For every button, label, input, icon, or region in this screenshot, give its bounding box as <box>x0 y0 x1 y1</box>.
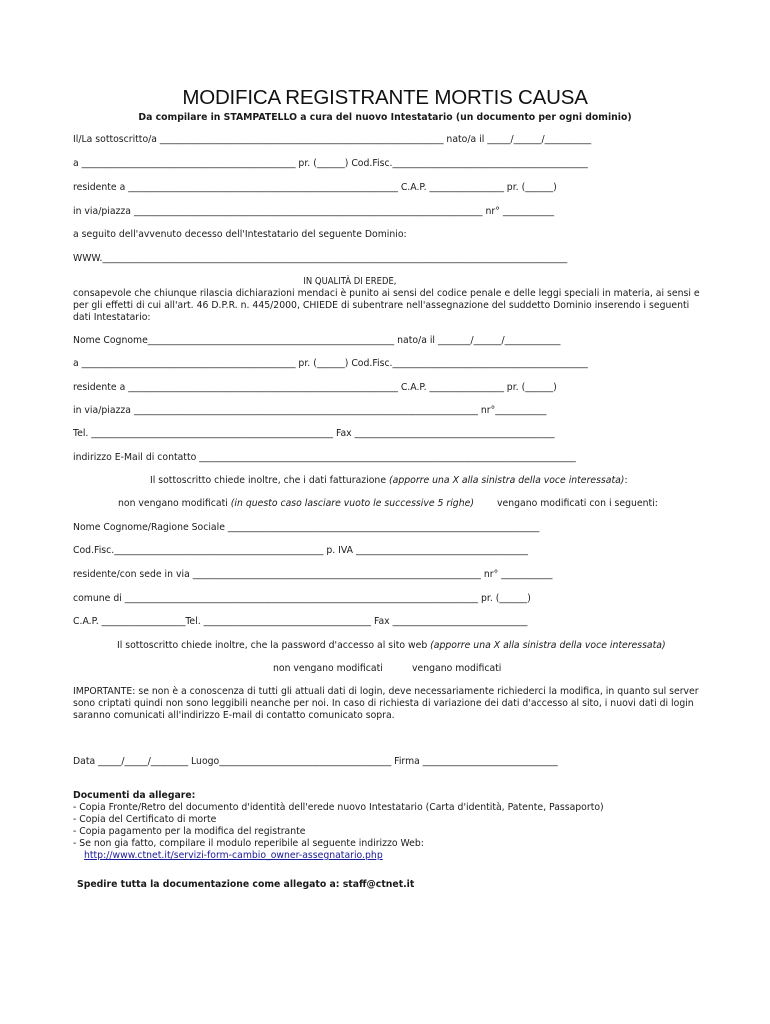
billing-intro-end: : <box>624 475 628 486</box>
field-email[interactable]: indirizzo E-Mail di contatto _________________________________________________________________________________ <box>73 452 576 463</box>
document-item: - Copia pagamento per la modifica del registrante <box>73 826 306 837</box>
decesso-text: a seguito dell'avvenuto decesso dell'Intestatario del seguente Dominio: <box>73 229 407 240</box>
field-residenza-2[interactable]: residente a __________________________________________________________ C.A.P. ________________ pr. (______) <box>73 382 557 393</box>
password-option-unchanged[interactable]: non vengano modificati <box>273 663 383 674</box>
declaration-text: consapevole che chiunque rilascia dichiarazioni mendaci è punito ai sensi del codice penale e delle leggi speciali in materia, ai sensi e per gli effetti di cui all'art. 46 D.P.R. n. 445/2000, CHIEDE di subentrare nell'assegnazione del suddetto Dominio inserendo i seguenti dati Intestatario: <box>73 288 700 323</box>
password-intro <box>117 640 666 652</box>
password-intro-note: (apporre una X alla sinistra della voce interessata) <box>430 640 666 651</box>
footer-instruction: Spedire tutta la documentazione come allegato a: staff@ctnet.it <box>77 879 415 890</box>
field-indirizzo[interactable]: in via/piazza ___________________________________________________________________________ nr° ___________ <box>73 206 554 217</box>
billing-option-unchanged[interactable] <box>118 498 474 510</box>
billing-intro-text: Il sottoscritto chiede inoltre, che i dati fatturazione <box>150 475 389 486</box>
document-item: - Copia del Certificato di morte <box>73 814 217 825</box>
password-option-changed[interactable]: vengano modificati <box>412 663 502 674</box>
field-indirizzo-2[interactable]: in via/piazza __________________________________________________________________________ nr°___________ <box>73 405 547 416</box>
important-note: IMPORTANTE: se non è a conoscenza di tutti gli attuali dati di login, deve necessariamente richiederci la modifica, in quanto sul server sono criptati quindi non sono leggibili neanche per noi. In caso di richiesta di variazione dei dati d'accesso al sito, i nuovi dati di login saranno comunicati all'indirizzo E-mail di contatto comunicato sopra. <box>73 686 699 721</box>
form-link[interactable]: http://www.ctnet.it/servizi-form-cambio_owner-assegnatario.php <box>84 850 383 861</box>
document-item: - Se non gia fatto, compilare il modulo reperibile al seguente indirizzo Web: <box>73 838 424 849</box>
document-subtitle: Da compilare in STAMPATELLO a cura del nuovo Intestatario (un documento per ogni dominio) <box>138 112 632 123</box>
billing-intro-note: (apporre una X alla sinistra della voce interessata) <box>389 475 625 486</box>
field-luogo-nascita[interactable]: a ______________________________________________ pr. (______) Cod.Fisc.__________________________________________ <box>73 158 588 169</box>
field-sottoscritto[interactable]: Il/La sottoscritto/a _____________________________________________________________ nato/a il _____/______/__________ <box>73 134 592 145</box>
field-dominio[interactable]: WWW.____________________________________________________________________________________________________ <box>73 253 568 264</box>
field-codfisc-piva[interactable]: Cod.Fisc._____________________________________________ p. IVA _____________________________________ <box>73 545 528 556</box>
field-tel-fax[interactable]: Tel. ____________________________________________________ Fax ___________________________________________ <box>73 428 555 439</box>
field-ragione-sociale[interactable]: Nome Cognome/Ragione Sociale ___________________________________________________________________ <box>73 522 540 533</box>
document-title: MODIFICA REGISTRANTE MORTIS CAUSA <box>182 86 588 109</box>
field-sede[interactable]: residente/con sede in via ______________________________________________________________ nr° ___________ <box>73 569 553 580</box>
password-intro-text: Il sottoscritto chiede inoltre, che la password d'accesso al sito web <box>117 640 431 651</box>
documents-heading: Documenti da allegare: <box>73 790 196 801</box>
billing-option-changed[interactable]: vengano modificati con i seguenti: <box>497 498 658 509</box>
document-item: - Copia Fronte/Retro del documento d'identità dell'erede nuovo Intestatario (Carta d'identità, Patente, Passaporto) <box>73 802 604 813</box>
field-comune[interactable]: comune di ____________________________________________________________________________ pr. (______) <box>73 593 531 604</box>
field-residenza[interactable]: residente a __________________________________________________________ C.A.P. ________________ pr. (______) <box>73 182 557 193</box>
billing-option-unchanged-note: (in questo caso lasciare vuoto le successive 5 righe) <box>230 498 474 509</box>
field-nome-cognome[interactable]: Nome Cognome_____________________________________________________ nato/a il _______/______/____________ <box>73 335 561 346</box>
erede-heading: IN QUALITÀ DI EREDE, <box>303 276 397 287</box>
billing-option-unchanged-label: non vengano modificati <box>118 498 231 509</box>
signature-line[interactable]: Data _____/_____/________ Luogo_____________________________________ Firma _____________________________ <box>73 756 558 767</box>
billing-intro <box>150 475 628 487</box>
field-cap-tel-fax[interactable]: C.A.P. __________________Tel. ____________________________________ Fax _____________________________ <box>73 616 528 627</box>
field-luogo-nascita-2[interactable]: a ______________________________________________ pr. (______) Cod.Fisc.__________________________________________ <box>73 358 588 369</box>
